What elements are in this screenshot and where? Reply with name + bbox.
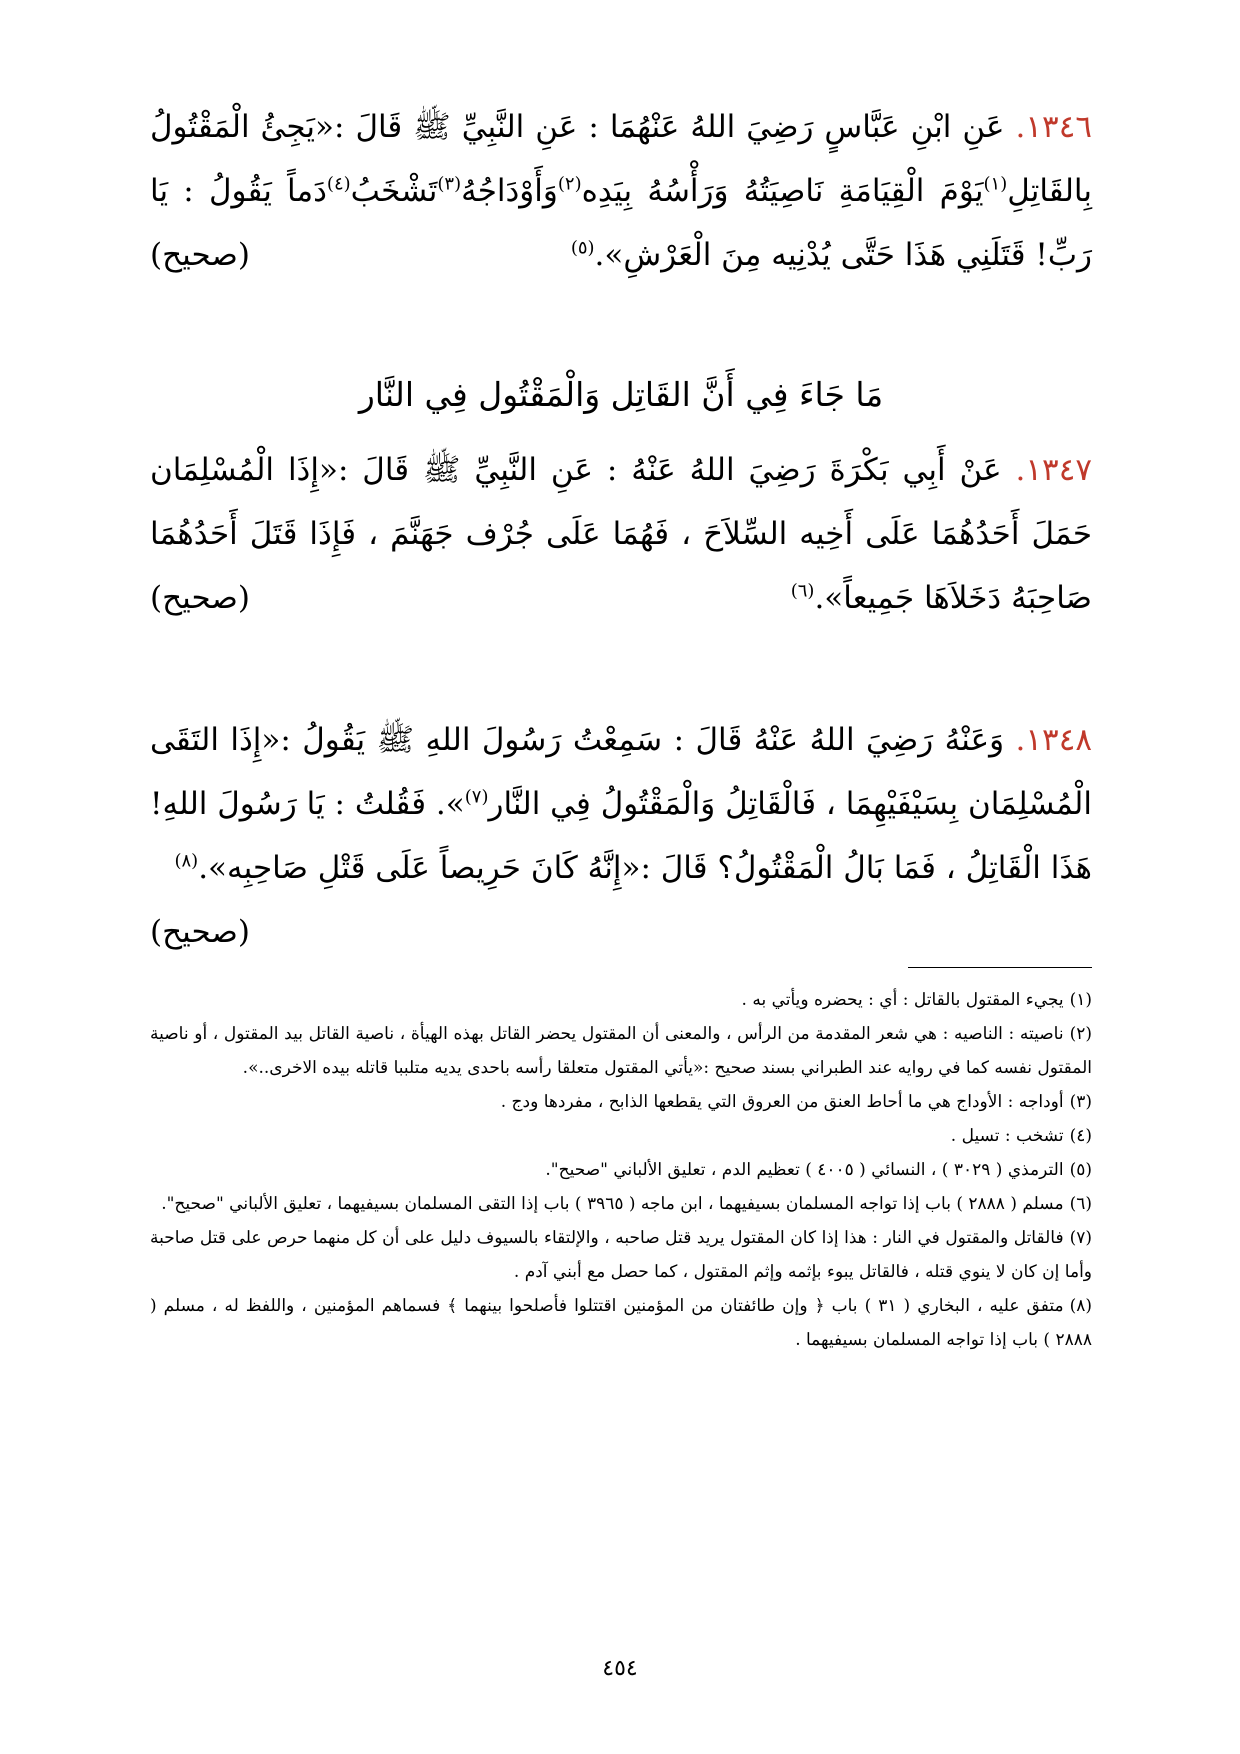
footnote-text: متفق عليه ، البخاري ( ٣١ ) باب ﴿ وإن طائفتان من المؤمنين اقتتلوا فأصلحوا بينهما ﴾ فسماهم المؤمنين ، واللفظ له ، مسلم ( ٢٨٨٨ ) باب إذا تواجه المسلمان بسيفيهما .: [150, 1296, 1092, 1350]
footnote-item: [150, 1187, 1092, 1221]
footnote-text: أوداجه : الأوداج هي ما أحاط العنق من العروق التي يقطعها الذابح ، مفردها ودج .: [500, 1092, 1064, 1112]
hadith-number: ١٣٤٨.: [1015, 722, 1092, 758]
hadith-text: يَوْمَ الْقِيَامَةِ نَاصِيَتُهُ وَرَأْسُهُ بِيَدِه: [581, 173, 984, 209]
grade-label: ( صحيح ): [150, 566, 250, 630]
footnote-item: [150, 983, 1092, 1017]
hadith-text: عَنِ ابْنِ عَبَّاسٍ رَضِيَ اللهُ عَنْهُمَا : عَنِ النَّبِيِّ ﷺ قَالَ :«يَجِئُ الْمَقْتُولُ بِالقَاتِلِ: [150, 109, 1092, 209]
footnote-item: [150, 1153, 1092, 1187]
grade-label: ( صحيح ): [150, 900, 250, 964]
hadith-1346: [150, 95, 1092, 287]
footnote-text: فالقاتل والمقتول في النار : هذا إذا كان المقتول يريد قتل صاحبه ، والإلتقاء بالسيوف دليل على أن كل منهما حرص على قتل صاحبة وأما إن كان لا ينوي قتله ، فالقاتل يبوء بإثمه وإثم المقتول ، كما حصل مع أبني آدم .: [150, 1228, 1092, 1282]
footnote-text: مسلم ( ٢٨٨٨ ) باب إذا تواجه المسلمان بسيفيهما ، ابن ماجه ( ٣٩٦٥ ) باب إذا التقى المسلمان بسيفيهما ، تعليق الألباني "صحيح".: [161, 1194, 1064, 1214]
footnote-ref[interactable]: (٤): [326, 173, 351, 195]
footnotes: [150, 983, 1092, 1357]
hadith-text: وَعَنْهُ رَضِيَ اللهُ عَنْهُ قَالَ : سَمِعْتُ رَسُولَ اللهِ ﷺ يَقُولُ :«إِذَا التَقَى الْمُسْلِمَان بِسَيْفَيْهِمَا ، فَالْقَاتِلُ وَالْمَقْتُولُ فِي النَّار: [150, 722, 1092, 822]
footnote-marker: (٧): [1069, 1228, 1092, 1248]
hadith-text: ». فَقُلتُ : يَا رَسُولَ اللهِ! هَذَا الْقَاتِلُ ، فَمَا بَالُ الْمَقْتُولُ؟ قَالَ :«إِنَّهُ كَانَ حَرِيصاً عَلَى قَتْلِ صَاحِبِه».: [150, 786, 1092, 886]
footnote-item: [150, 1221, 1092, 1289]
page-number: ٤٥٤: [602, 1656, 638, 1681]
footnote-divider: [908, 967, 1092, 968]
footnote-ref[interactable]: (٨): [174, 850, 199, 872]
footnote-marker: (٥): [1069, 1160, 1092, 1180]
footnote-item: [150, 1289, 1092, 1357]
footnote-item: [150, 1085, 1092, 1119]
hadith-text: عَنْ أَبِي بَكْرَةَ رَضِيَ اللهُ عَنْهُ : عَنِ النَّبِيِّ ﷺ قَالَ :«إِذَا الْمُسْلِمَان حَمَلَ أَحَدُهُمَا عَلَى أَخِيه السِّلاَحَ ، فَهُمَا عَلَى جُرْف جَهَنَّمَ ، فَإِذَا قَتَلَ أَحَدُهُمَا صَاحِبَهُ دَخَلاَهَا جَمِيعاً».: [150, 452, 1093, 616]
hadith-1347: [150, 438, 1092, 630]
footnote-ref[interactable]: (٧): [464, 786, 489, 808]
footnote-ref[interactable]: (٦): [790, 580, 815, 602]
footnote-ref[interactable]: (٥): [570, 237, 595, 259]
footnote-item: [150, 1017, 1092, 1085]
hadith-number: ١٣٤٦.: [1015, 109, 1092, 145]
footnote-marker: (٣): [1069, 1092, 1092, 1112]
footnote-marker: (٨): [1069, 1296, 1092, 1316]
footnote-item: [150, 1119, 1092, 1153]
hadith-number: ١٣٤٧.: [1015, 452, 1092, 488]
hadith-1348: [150, 708, 1092, 964]
hadith-text: تَشْخَبُ: [350, 173, 438, 209]
footnote-text: الترمذي ( ٣٠٢٩ ) ، النسائي ( ٤٠٠٥ ) تعظيم الدم ، تعليق الألباني "صحيح".: [545, 1160, 1064, 1180]
footnote-ref[interactable]: (١): [983, 173, 1008, 195]
footnote-text: يجيء المقتول بالقاتل : أي : يحضره ويأتي به .: [741, 990, 1064, 1010]
footnote-marker: (٢): [1069, 1024, 1092, 1044]
hadith-text: دَماً يَقُولُ : يَا رَبِّ! قَتَلَنِي هَذَا حَتَّى يُدْنِيه مِنَ الْعَرْشِ».: [150, 173, 1092, 273]
footnote-text: ناصيته : الناصيه : هي شعر المقدمة من الرأس ، والمعنى أن المقتول يحضر القاتل بهذه الهيأة ، ناصية القاتل بيد المقتول ، أو ناصية المقتول نفسه كما في روايه عند الطبراني بسند صحيح :«يأتي المقتول متعلقا رأسه باحدى يديه متلببا قاتله بيده الاخرى..».: [150, 1024, 1092, 1078]
hadith-text: وَأَوْدَاجُهُ: [461, 173, 558, 209]
chapter-heading: مَا جَاءَ فِي أَنَّ القَاتِل وَالْمَقْتُول فِي النَّار: [358, 375, 884, 414]
footnote-ref[interactable]: (٣): [437, 173, 462, 195]
footnote-marker: (١): [1069, 990, 1092, 1010]
grade-label: ( صحيح ): [150, 223, 250, 287]
footnote-marker: (٦): [1069, 1194, 1092, 1214]
footnote-ref[interactable]: (٢): [557, 173, 582, 195]
footnote-marker: (٤): [1069, 1126, 1092, 1146]
footnote-text: تشخب : تسيل .: [950, 1126, 1064, 1146]
